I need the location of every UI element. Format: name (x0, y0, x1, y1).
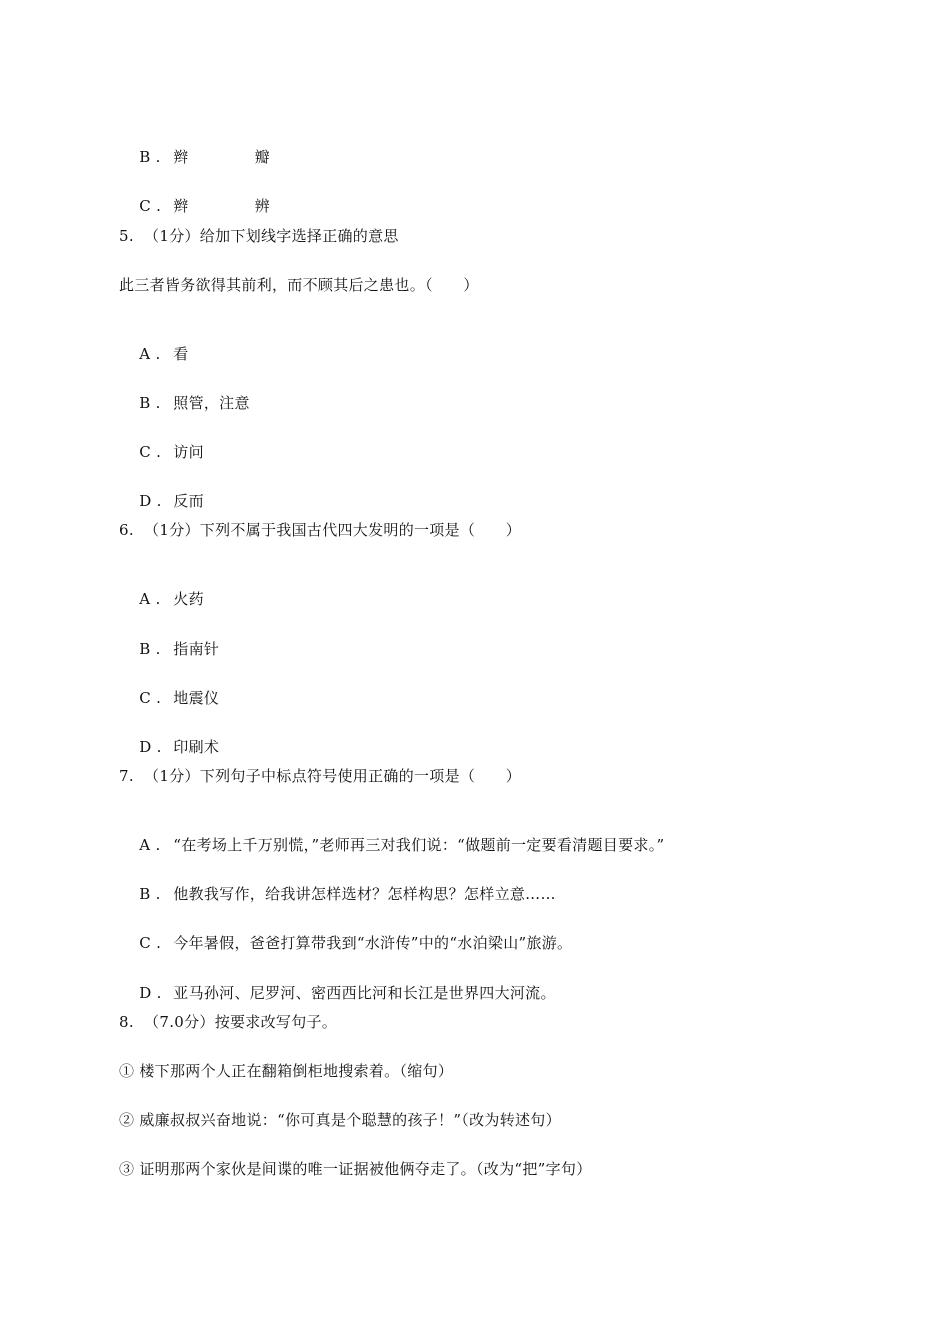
option-text: 照管，注意 (173, 394, 250, 412)
option-label: A . (139, 590, 161, 608)
option-text: 亚马孙河、尼罗河、密西西比河和长江是世界四大河流。 (173, 984, 556, 1002)
option-label: B . (139, 148, 161, 166)
option-label: D . (139, 984, 162, 1002)
option-text: 看 (173, 345, 189, 363)
option-char-1: 辫 (173, 197, 189, 215)
option-label: C . (139, 197, 162, 215)
option-text: “在考场上千万别慌，”老师再三对我们说：“做题前一定要看清题目要求。” (173, 836, 665, 854)
option-label: D . (139, 738, 162, 756)
option-text: 反而 (173, 492, 204, 510)
option-char-2: 辨 (254, 197, 270, 215)
option-char-2: 瓣 (254, 148, 270, 166)
option-text: 地震仪 (173, 689, 220, 707)
q8-item-2: ② 威廉叔叔兴奋地说：“你可真是个聪慧的孩子！”（改为转述句） (119, 1111, 561, 1129)
option-label: B . (139, 640, 161, 658)
option-text: 指南针 (173, 640, 220, 658)
option-label: C . (139, 689, 162, 707)
option-label: C . (139, 934, 162, 952)
option-text: 火药 (173, 590, 204, 608)
option-label: D . (139, 492, 162, 510)
q5-stem: 5. （1分）给加下划线字选择正确的意思 (119, 227, 399, 245)
option-text: 访问 (173, 443, 204, 461)
option-label: B . (139, 394, 161, 412)
option-label: B . (139, 885, 161, 903)
q6-stem: 6. （1分）下列不属于我国古代四大发明的一项是（ ） (119, 521, 522, 539)
option-label: A . (139, 836, 161, 854)
option-label: A . (139, 345, 161, 363)
q5-sentence: 此三者皆务欲得其前利，而不顾其后之患也。（ ） (119, 276, 479, 294)
option-char-1: 辫 (173, 148, 189, 166)
q8-stem: 8. （7.0分）按要求改写句子。 (119, 1013, 338, 1031)
option-text: 印刷术 (173, 738, 220, 756)
option-label: C . (139, 443, 162, 461)
q8-item-1: ① 楼下那两个人正在翻箱倒柜地搜索着。（缩句） (119, 1062, 454, 1080)
q7-stem: 7. （1分）下列句子中标点符号使用正确的一项是（ ） (119, 767, 522, 785)
q8-item-3: ③ 证明那两个家伙是间谍的唯一证据被他俩夺走了。（改为“把”字句） (119, 1160, 592, 1178)
option-text: 今年暑假，爸爸打算带我到“水浒传”中的“水泊梁山”旅游。 (173, 934, 573, 952)
option-text: 他教我写作，给我讲怎样选材？怎样构思？怎样立意…… (173, 885, 556, 903)
